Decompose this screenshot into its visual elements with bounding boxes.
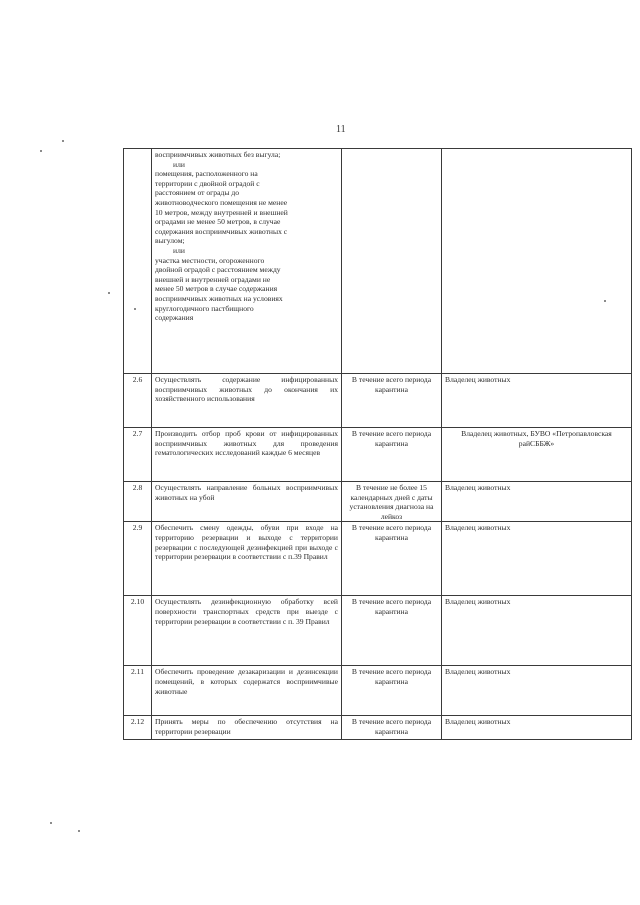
table-row	[124, 716, 632, 740]
action-line: животноводческого помещения не менее	[155, 197, 288, 207]
measure-responsible	[442, 149, 632, 374]
table-row	[124, 482, 632, 522]
action-line: содержания	[155, 313, 194, 323]
action-line: помещения, расположенного на	[155, 169, 258, 179]
measure-action	[152, 149, 342, 374]
table-row	[124, 428, 632, 482]
action-line: или	[173, 245, 185, 255]
quarantine-measures-table	[123, 148, 632, 740]
table-row	[124, 522, 632, 596]
measure-term: В течение всего периода карантина	[342, 374, 442, 428]
measure-term: В течение всего периода карантина	[342, 596, 442, 666]
scan-speck	[40, 150, 42, 152]
measure-term	[342, 149, 442, 374]
measure-action: Осуществлять направление больных восприимчивых животных на убой	[152, 482, 342, 522]
measure-number: 2.10	[124, 596, 152, 666]
table-row	[124, 666, 632, 716]
scan-speck	[50, 822, 52, 824]
action-line: восприимчивых животных без выгула;	[155, 150, 281, 159]
scan-speck	[78, 830, 80, 832]
measure-number	[124, 149, 152, 374]
measure-action: Обеспечить смену одежды, обуви при входе на территорию резервации и выходе с территории резервации с последующей дезинфекцией при выходе с территории резервации в соответствии с п.39 Правил	[152, 522, 342, 596]
measure-number: 2.6	[124, 374, 152, 428]
measure-term: В течение всего периода карантина	[342, 716, 442, 740]
measure-number: 2.9	[124, 522, 152, 596]
action-line: выгулом;	[155, 236, 185, 246]
measure-action: Осуществлять содержание инфицированных восприимчивых животных до окончания их хозяйственного использования	[152, 374, 342, 428]
measure-responsible: Владелец животных	[442, 482, 632, 522]
measure-action: Обеспечить проведение дезакаризации и дезинсекции помещений, в которых содержатся восприимчивые животные	[152, 666, 342, 716]
measure-responsible: Владелец животных, БУВО «Петропавловская райСББЖ»	[442, 428, 632, 482]
page-number: 11	[336, 124, 346, 135]
measure-term: В течение всего периода карантина	[342, 666, 442, 716]
measure-term: В течение не более 15 календарных дней с даты установления диагноза на лейкоз	[342, 482, 442, 522]
measure-number: 2.7	[124, 428, 152, 482]
measure-responsible: Владелец животных	[442, 374, 632, 428]
scan-speck	[108, 292, 110, 294]
table-row	[124, 596, 632, 666]
action-line: 10 метров, между внутренней и внешней	[155, 207, 288, 217]
measure-responsible: Владелец животных	[442, 596, 632, 666]
action-line: территории с двойной оградой с	[155, 178, 260, 188]
action-line: внешней и внутренней оградами не	[155, 274, 271, 284]
measure-responsible: Владелец животных	[442, 522, 632, 596]
measure-number: 2.11	[124, 666, 152, 716]
measure-action: Принять меры по обеспечению отсутствия на территории резервации	[152, 716, 342, 740]
action-line: восприимчивых животных на условиях	[155, 293, 283, 303]
action-line: круглогодичного пастбищного	[155, 303, 254, 313]
action-line: участка местности, огороженного	[155, 255, 265, 265]
measure-action: Производить отбор проб крови от инфицированных восприимчивых животных для проведения гематологических исследований каждые 6 месяцев	[152, 428, 342, 482]
measure-term: В течение всего периода карантина	[342, 522, 442, 596]
action-line: двойной оградой с расстоянием между	[155, 265, 281, 275]
measure-number: 2.8	[124, 482, 152, 522]
table-row	[124, 149, 632, 374]
action-line: или	[173, 159, 185, 169]
measure-number: 2.12	[124, 716, 152, 740]
measure-responsible: Владелец животных	[442, 716, 632, 740]
measure-responsible: Владелец животных	[442, 666, 632, 716]
action-line: оградами не менее 50 метров, в случае	[155, 217, 281, 227]
measure-term: В течение всего периода карантина	[342, 428, 442, 482]
action-line: расстоянием от ограды до	[155, 188, 239, 198]
action-line: содержания восприимчивых животных с	[155, 226, 288, 236]
scan-speck	[62, 140, 64, 142]
action-line: менее 50 метров в случае содержания	[155, 284, 278, 294]
measure-action: Осуществлять дезинфекционную обработку всей поверхности транспортных средств при выезде с территории резервации в соответствии с п. 39 Правил	[152, 596, 342, 666]
table-row	[124, 374, 632, 428]
